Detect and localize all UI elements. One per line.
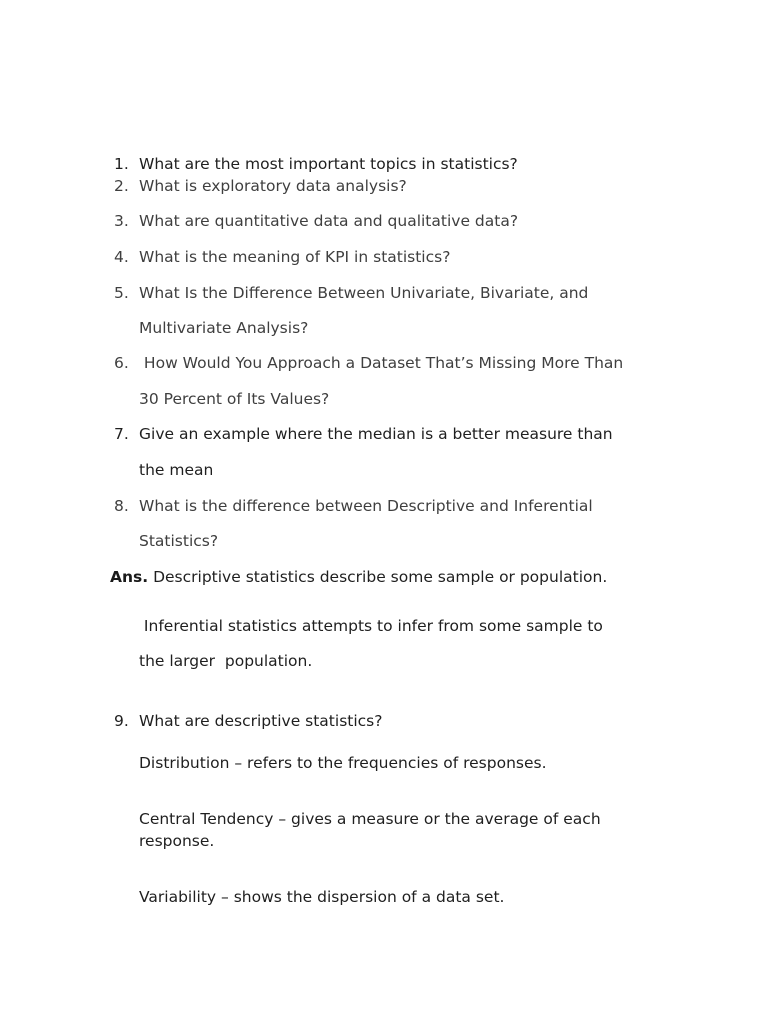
definition-text-line-2: response.	[139, 832, 215, 850]
answer-line-3	[139, 651, 312, 671]
question-text-line-2: 30 Percent of Its Values?	[139, 390, 330, 408]
answer-line-1	[110, 567, 607, 587]
definition-text-line-1: Central Tendency – gives a measure or the average of each	[139, 810, 601, 828]
question-text: What is exploratory data analysis?	[139, 177, 407, 195]
question-number: 2.	[114, 177, 129, 195]
answer-text: Descriptive statistics describe some sample or population.	[148, 568, 608, 586]
answer-label: Ans.	[110, 568, 149, 586]
question-number: 1.	[114, 155, 129, 173]
question-text-line-1: How Would You Approach a Dataset That’s Missing More Than	[139, 354, 624, 372]
question-text: What are the most important topics in statistics?	[139, 155, 518, 173]
central-tendency-definition	[139, 809, 601, 829]
question-text: What are quantitative data and qualitative data?	[139, 212, 519, 230]
question-text-line-1: What Is the Difference Between Univariate, Bivariate, and	[139, 284, 589, 302]
definition-text: Distribution – refers to the frequencies of responses.	[139, 754, 547, 772]
question-text: What is the meaning of KPI in statistics?	[139, 248, 451, 266]
question-text-line-2: Statistics?	[139, 532, 219, 550]
question-text-line-2: the mean	[139, 461, 214, 479]
question-number: 8.	[114, 497, 129, 515]
distribution-definition	[139, 753, 547, 773]
answer-line-2	[139, 616, 603, 636]
variability-definition	[139, 887, 504, 907]
question-number: 5.	[114, 284, 129, 302]
question-text-line-2: Multivariate Analysis?	[139, 319, 309, 337]
question-number: 7.	[114, 425, 129, 443]
question-number: 6.	[114, 354, 129, 372]
question-text-line-1: Give an example where the median is a better measure than	[139, 425, 613, 443]
question-text: What are descriptive statistics?	[139, 712, 383, 730]
definition-text: Variability – shows the dispersion of a data set.	[139, 888, 505, 906]
central-tendency-definition-continued	[139, 831, 214, 851]
question-number: 4.	[114, 248, 129, 266]
question-number: 3.	[114, 212, 129, 230]
question-number: 9.	[114, 712, 129, 730]
answer-text: Inferential statistics attempts to infer from some sample to	[139, 617, 603, 635]
question-text-line-1: What is the difference between Descriptive and Inferential	[139, 497, 593, 515]
answer-text: the larger population.	[139, 652, 313, 670]
